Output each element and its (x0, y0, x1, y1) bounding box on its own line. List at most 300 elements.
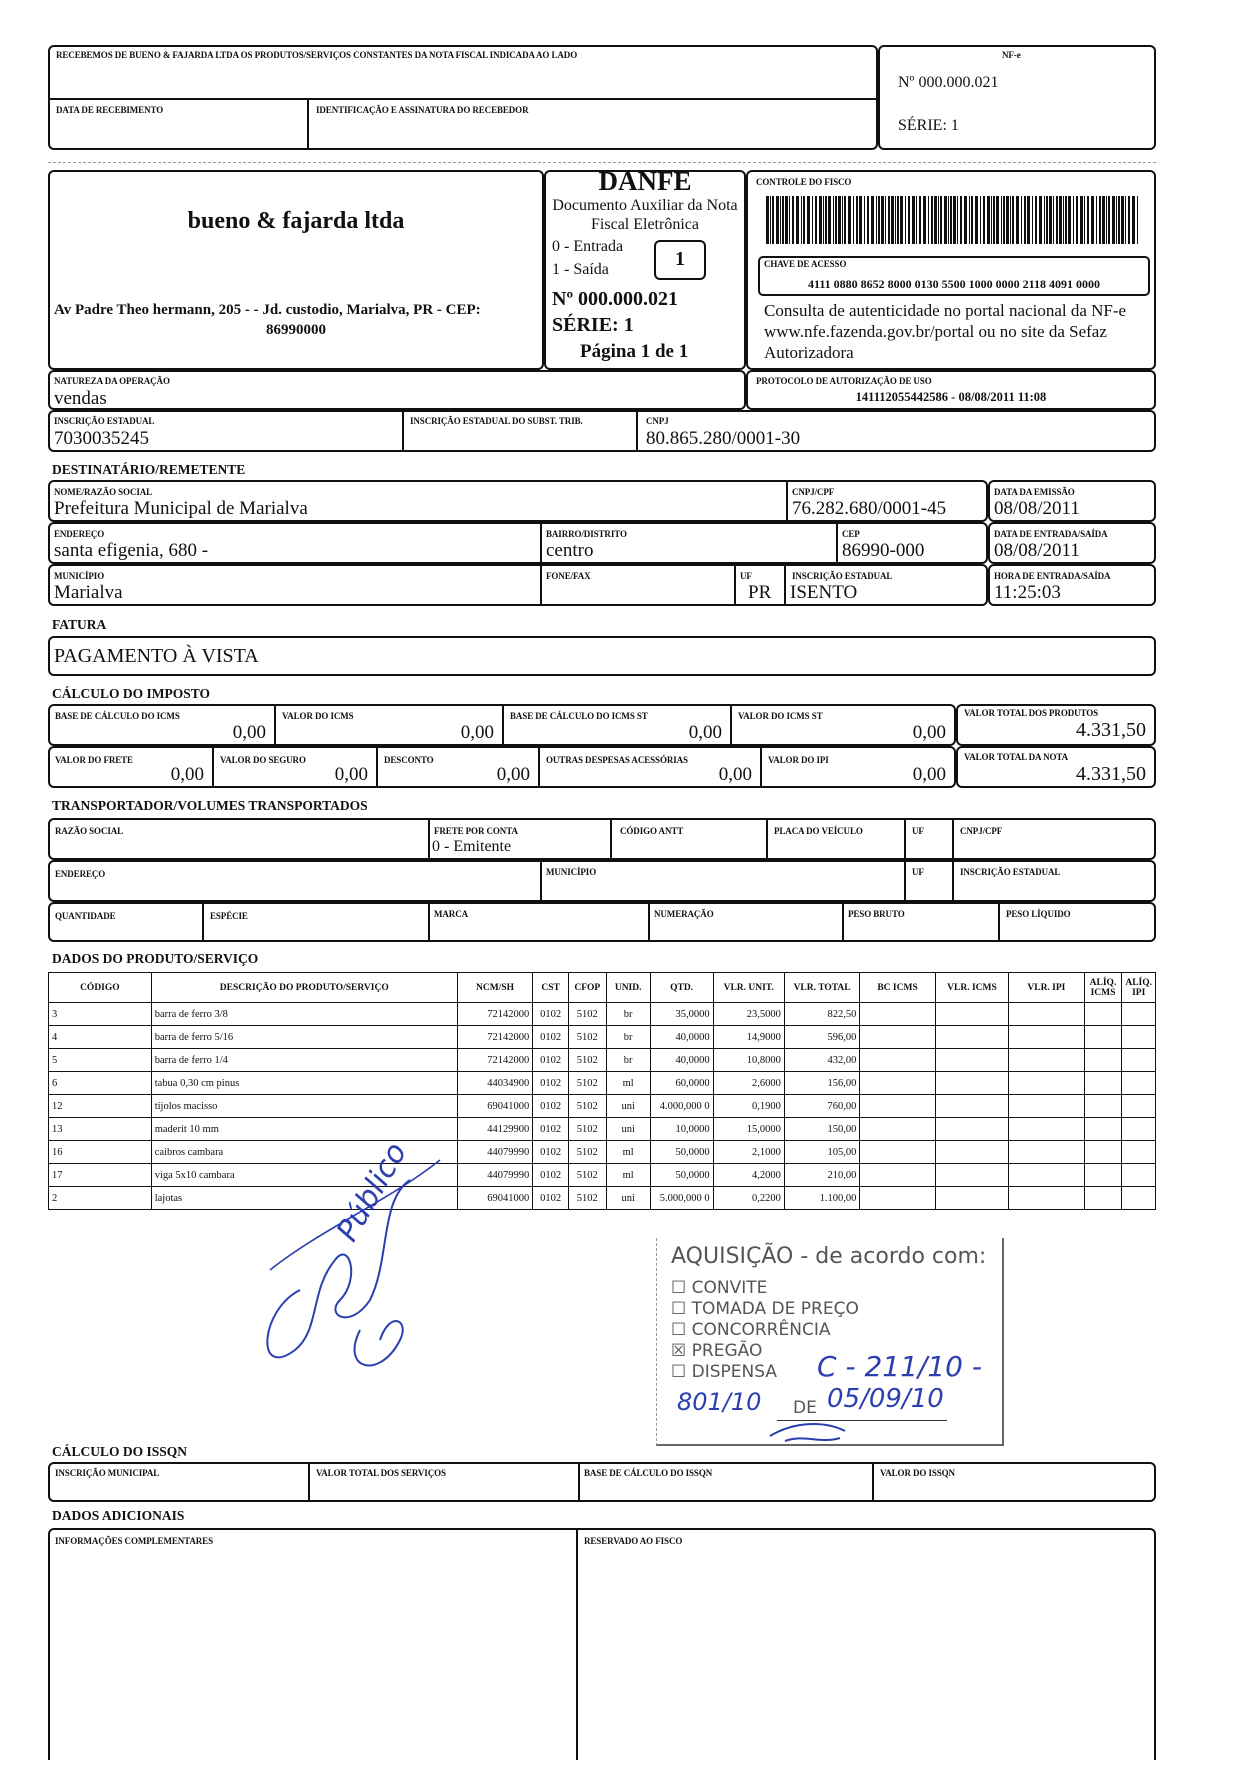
barcode-bar (1044, 196, 1045, 244)
barcode-bar (878, 196, 880, 244)
table-cell-empty (1122, 1049, 1156, 1072)
table-cell-empty (1084, 1026, 1122, 1049)
table-cell: 0102 (533, 1164, 569, 1187)
transp-especie-label: ESPÉCIE (210, 911, 248, 921)
table-cell: 1.100,00 (784, 1187, 859, 1210)
outras: 0,00 (718, 764, 752, 785)
stamp-data: 05/09/10 (827, 1384, 944, 1414)
table-cell: br (606, 1049, 650, 1072)
barcode-bar (789, 196, 790, 244)
barcode-bar (1012, 196, 1014, 244)
table-cell: 0102 (533, 1118, 569, 1141)
table-cell: 50,0000 (650, 1164, 713, 1187)
barcode-bar (1035, 196, 1037, 244)
issqn-valor-label: VALOR DO ISSQN (880, 1468, 955, 1478)
receipt-date-label: DATA DE RECEBIMENTO (56, 105, 164, 115)
transp-razao-label: RAZÃO SOCIAL (55, 826, 124, 836)
barcode-bar (1125, 196, 1126, 244)
barcode-bar (1137, 196, 1138, 244)
barcode-bar (1084, 196, 1085, 244)
emitente-box (48, 170, 544, 370)
fatura-section: FATURA (52, 617, 107, 632)
table-cell-empty (1009, 1187, 1084, 1210)
table-cell-empty (860, 1141, 935, 1164)
dest-emissao-label: DATA DA EMISSÃO (994, 487, 1075, 497)
table-cell: 72142000 (457, 1026, 532, 1049)
table-cell: tabua 0,30 cm pinus (151, 1072, 457, 1095)
products-col-header: VLR. TOTAL (784, 973, 859, 1003)
stamp-initials (765, 1416, 855, 1446)
barcode-bar (1121, 196, 1124, 244)
barcode-bar (876, 196, 877, 244)
products-header-row (49, 973, 1156, 1003)
table-cell-empty (935, 1003, 1008, 1026)
dest-hora-label: HORA DE ENTRADA/SAÍDA (994, 571, 1111, 581)
table-cell: 5102 (568, 1187, 606, 1210)
valor-st-label: VALOR DO ICMS ST (738, 711, 823, 721)
reservado-fisco-label: RESERVADO AO FISCO (584, 1536, 683, 1546)
barcode-bar (1096, 196, 1097, 244)
stamp-option-label: CONVITE (691, 1278, 768, 1298)
danfe-pagina: Página 1 de 1 (580, 341, 689, 362)
barcode-bar (931, 196, 933, 244)
table-cell: 16 (49, 1141, 152, 1164)
table-cell-empty (1122, 1164, 1156, 1187)
table-cell-empty (935, 1072, 1008, 1095)
transp-numeracao-label: NUMERAÇÃO (654, 909, 714, 919)
table-cell-empty (1122, 1026, 1156, 1049)
table-cell: barra de ferro 5/16 (151, 1026, 457, 1049)
danfe-saida: 1 - Saída (552, 261, 609, 278)
table-row (49, 1072, 1156, 1095)
table-cell: 44079990 (457, 1164, 532, 1187)
barcode-bar (867, 196, 869, 244)
dest-uf: PR (748, 582, 772, 603)
barcode-bar (856, 196, 858, 244)
stamp-option-label: DISPENSA (691, 1362, 777, 1382)
table-cell: 0,1900 (713, 1095, 784, 1118)
barcode-bar (842, 196, 843, 244)
barcode-bar (803, 196, 805, 244)
table-cell-empty (935, 1141, 1008, 1164)
barcode-bar (891, 196, 894, 244)
table-cell-empty (935, 1187, 1008, 1210)
transp-row3 (48, 902, 1156, 942)
table-cell-empty (1009, 1164, 1084, 1187)
dest-fone-label: FONE/FAX (546, 571, 591, 581)
transporte-section: TRANSPORTADOR/VOLUMES TRANSPORTADOS (52, 798, 368, 813)
table-cell: 5 (49, 1049, 152, 1072)
table-cell-empty (860, 1049, 935, 1072)
barcode-bar (957, 196, 958, 244)
transp-peso-liquido-label: PESO LÍQUIDO (1006, 909, 1071, 919)
table-cell: 72142000 (457, 1003, 532, 1026)
barcode-bar (770, 196, 771, 244)
issqn-section: CÁLCULO DO ISSQN (52, 1444, 188, 1459)
barcode-bar (940, 196, 942, 244)
products-col-header: ALÍQ. IPI (1122, 973, 1156, 1003)
dest-cep: 86990-000 (842, 540, 925, 561)
barcode-bar (948, 196, 949, 244)
ie-box (48, 410, 1156, 452)
table-cell: 35,0000 (650, 1003, 713, 1026)
table-cell: 69041000 (457, 1095, 532, 1118)
barcode-bar (1108, 196, 1110, 244)
table-cell: uni (606, 1118, 650, 1141)
transp-peso-bruto-label: PESO BRUTO (848, 909, 905, 919)
table-cell: 5102 (568, 1164, 606, 1187)
products-col-header: VLR. ICMS (935, 973, 1008, 1003)
table-cell: 5102 (568, 1003, 606, 1026)
barcode-bar (1118, 196, 1120, 244)
table-row (49, 1026, 1156, 1049)
ie-value: 7030035245 (54, 428, 149, 449)
barcode-bar (1003, 196, 1005, 244)
table-cell: 72142000 (457, 1049, 532, 1072)
table-cell: 760,00 (784, 1095, 859, 1118)
cut-line (48, 162, 1156, 163)
table-cell-empty (1122, 1187, 1156, 1210)
barcode-bar (996, 196, 999, 244)
barcode-bar (871, 196, 874, 244)
table-cell: 2,6000 (713, 1072, 784, 1095)
table-cell: br (606, 1026, 650, 1049)
transp-ie-label: INSCRIÇÃO ESTADUAL (960, 867, 1061, 877)
dest-hora: 11:25:03 (994, 582, 1061, 603)
signature-text: Público (330, 1136, 415, 1248)
stamp-numero: 801/10 (677, 1388, 762, 1416)
receipt-header: RECEBEMOS DE BUENO & FAJARDA LTDA OS PRODUTOS/SERVIÇOS CONSTANTES DA NOTA FISCAL INDICADA AO LADO (56, 50, 578, 60)
products-col-header: UNID. (606, 973, 650, 1003)
table-cell: 13 (49, 1118, 152, 1141)
base-st-label: BASE DE CÁLCULO DO ICMS ST (510, 711, 648, 721)
table-cell: 0102 (533, 1026, 569, 1049)
issqn-im-label: INSCRIÇÃO MUNICIPAL (55, 1468, 160, 1478)
products-col-header: QTD. (650, 973, 713, 1003)
desconto: 0,00 (496, 764, 530, 785)
barcode-bar (888, 196, 890, 244)
total-produtos: 4.331,50 (1076, 719, 1146, 741)
barcode-bar (815, 196, 817, 244)
barcode-bar (1132, 196, 1135, 244)
barcode-bar (1021, 196, 1022, 244)
barcode-bar (1039, 196, 1042, 244)
table-cell: 4 (49, 1026, 152, 1049)
barcode-bar (969, 196, 970, 244)
table-cell: 40,0000 (650, 1049, 713, 1072)
table-cell: 0102 (533, 1187, 569, 1210)
controle-fisco-label: CONTROLE DO FISCO (756, 177, 852, 187)
barcode-bar (900, 196, 903, 244)
table-row (49, 1141, 1156, 1164)
barcode-bar (912, 196, 915, 244)
transp-uf2-label: UF (912, 867, 924, 877)
barcode-bar (1006, 196, 1009, 244)
transp-endereco-label: ENDEREÇO (55, 869, 106, 879)
products-col-header: DESCRIÇÃO DO PRODUTO/SERVIÇO (151, 973, 457, 1003)
table-cell-empty (1009, 1118, 1084, 1141)
barcode-bar (853, 196, 854, 244)
table-cell: 5102 (568, 1026, 606, 1049)
table-cell-empty (1009, 1049, 1084, 1072)
table-cell-empty (935, 1164, 1008, 1187)
issqn-base-label: BASE DE CÁLCULO DO ISSQN (584, 1468, 713, 1478)
table-cell-empty (1122, 1118, 1156, 1141)
chave-label: CHAVE DE ACESSO (764, 259, 847, 269)
table-cell: 2,1000 (713, 1141, 784, 1164)
barcode-bar (908, 196, 910, 244)
table-cell-empty (1084, 1164, 1122, 1187)
seguro-label: VALOR DO SEGURO (220, 755, 306, 765)
barcode-bar (983, 196, 985, 244)
stamp-option-label: CONCORRÊNCIA (691, 1320, 831, 1340)
adicionais-box (48, 1528, 1156, 1760)
seguro: 0,00 (334, 764, 368, 785)
barcode-bar (944, 196, 947, 244)
dest-municipio: Marialva (54, 582, 123, 603)
table-row (49, 1003, 1156, 1026)
stamp-option (671, 1299, 859, 1319)
danfe-title: DANFE (598, 166, 692, 196)
barcode-bar (938, 196, 939, 244)
table-cell: barra de ferro 1/4 (151, 1049, 457, 1072)
barcode-bar (825, 196, 827, 244)
table-cell: 5102 (568, 1095, 606, 1118)
table-row (49, 1118, 1156, 1141)
table-cell: 50,0000 (650, 1141, 713, 1164)
barcode-bar (848, 196, 851, 244)
transp-row1 (48, 818, 1156, 860)
table-row (49, 1187, 1156, 1210)
dest-ie: ISENTO (790, 582, 858, 603)
transp-cnpj-label: CNPJ/CPF (960, 826, 1003, 836)
danfe-tipo: 1 (675, 248, 685, 270)
barcode-bar (835, 196, 837, 244)
table-cell: 822,50 (784, 1003, 859, 1026)
barcode-bar (776, 196, 779, 244)
barcode-bar (807, 196, 810, 244)
table-cell-empty (860, 1118, 935, 1141)
frete-label: VALOR DO FRETE (55, 755, 133, 765)
table-cell-empty (935, 1095, 1008, 1118)
table-cell-empty (860, 1026, 935, 1049)
barcode-bar (916, 196, 917, 244)
table-cell-empty (1084, 1187, 1122, 1210)
dest-cnpj-label: CNPJ/CPF (792, 487, 835, 497)
receipt-serie: SÉRIE: 1 (898, 117, 959, 134)
table-cell: 2 (49, 1187, 152, 1210)
dest-municipio-label: MUNICÍPIO (54, 571, 105, 581)
checkbox-icon: ☐ (671, 1299, 692, 1319)
produtos-section: DADOS DO PRODUTO/SERVIÇO (52, 951, 259, 966)
table-cell: 0102 (533, 1049, 569, 1072)
table-cell-empty (1084, 1003, 1122, 1026)
total-nota: 4.331,50 (1076, 763, 1146, 785)
barcode-bar (1091, 196, 1094, 244)
barcode-bar (1065, 196, 1067, 244)
stamp-option (671, 1362, 777, 1382)
table-cell-empty (935, 1118, 1008, 1141)
barcode-bar (844, 196, 846, 244)
table-cell: 3 (49, 1003, 152, 1026)
barcode-bar (819, 196, 822, 244)
receipt-nfe-label: NF-e (1002, 50, 1021, 60)
danfe-serie: SÉRIE: 1 (552, 314, 634, 336)
barcode-bar (905, 196, 906, 244)
dest-endereco-label: ENDEREÇO (54, 529, 105, 539)
dest-cep-label: CEP (842, 529, 860, 539)
table-cell: uni (606, 1187, 650, 1210)
natureza-value: vendas (54, 388, 107, 409)
table-cell: 0102 (533, 1141, 569, 1164)
total-nota-label: VALOR TOTAL DA NOTA (964, 752, 1069, 762)
barcode-bar (971, 196, 973, 244)
dest-entrada: 08/08/2011 (994, 540, 1080, 561)
transp-frete-label: FRETE POR CONTA (434, 826, 518, 836)
products-col-header: NCM/SH (457, 973, 532, 1003)
ie-st-label: INSCRIÇÃO ESTADUAL DO SUBST. TRIB. (410, 416, 583, 426)
barcode-bar (1076, 196, 1078, 244)
barcode-bar (1056, 196, 1058, 244)
base-icms-label: BASE DE CÁLCULO DO ICMS (55, 711, 180, 721)
table-cell-empty (860, 1187, 935, 1210)
table-cell: 0102 (533, 1095, 569, 1118)
barcode-bar (1102, 196, 1105, 244)
table-cell: 4.000,000 0 (650, 1095, 713, 1118)
table-cell: 44079990 (457, 1141, 532, 1164)
emitente-cep: 86990000 (266, 322, 326, 338)
table-cell: uni (606, 1095, 650, 1118)
dest-endereco: santa efigenia, 680 - (54, 540, 209, 561)
transp-antt-label: CÓDIGO ANTT (620, 826, 684, 836)
barcode-bar (772, 196, 774, 244)
barcode-bar (885, 196, 886, 244)
protocolo-label: PROTOCOLO DE AUTORIZAÇÃO DE USO (756, 376, 932, 386)
cnpj-value: 80.865.280/0001-30 (646, 428, 801, 449)
barcode-bar (1073, 196, 1074, 244)
barcode-bar (950, 196, 952, 244)
transp-marca-label: MARCA (434, 909, 468, 919)
table-row (49, 1095, 1156, 1118)
table-cell: barra de ferro 3/8 (151, 1003, 457, 1026)
table-cell: 5102 (568, 1141, 606, 1164)
table-cell-empty (1084, 1095, 1122, 1118)
products-col-header: BC ICMS (860, 973, 935, 1003)
barcode-bar (1087, 196, 1089, 244)
stamp-title: AQUISIÇÃO - de acordo com: (671, 1244, 987, 1269)
danfe-numero: Nº 000.000.021 (552, 288, 679, 310)
table-cell-empty (860, 1003, 935, 1026)
table-cell-empty (1084, 1072, 1122, 1095)
table-cell: 14,9000 (713, 1026, 784, 1049)
table-cell: 432,00 (784, 1049, 859, 1072)
imposto-section: CÁLCULO DO IMPOSTO (52, 686, 211, 701)
valor-st: 0,00 (912, 722, 946, 743)
barcode-bar (812, 196, 813, 244)
barcode-bar (828, 196, 831, 244)
table-cell-empty (860, 1164, 935, 1187)
table-cell-empty (1009, 1141, 1084, 1164)
products-table (48, 972, 1156, 1210)
emitente-endereco: Av Padre Theo hermann, 205 - - Jd. custodio, Marialva, PR - CEP: (54, 302, 481, 318)
barcode (766, 196, 1142, 244)
barcode-bar (766, 196, 769, 244)
ipi: 0,00 (912, 764, 946, 785)
table-cell: ml (606, 1164, 650, 1187)
outras-label: OUTRAS DESPESAS ACESSÓRIAS (546, 755, 688, 765)
table-cell: 210,00 (784, 1164, 859, 1187)
barcode-bar (964, 196, 967, 244)
checkbox-icon: ☐ (671, 1362, 692, 1382)
table-cell: ml (606, 1072, 650, 1095)
adicionais-section: DADOS ADICIONAIS (52, 1508, 185, 1523)
barcode-bar (895, 196, 896, 244)
stamp-de: DE (793, 1398, 817, 1418)
desconto-label: DESCONTO (384, 755, 434, 765)
table-cell: tijolos macisso (151, 1095, 457, 1118)
stamp-pregao-num: C - 211/10 - (817, 1350, 982, 1383)
barcode-bar (823, 196, 824, 244)
protocolo-value: 141112055442586 - 08/08/2011 11:08 (855, 390, 1047, 404)
barcode-bar (1027, 196, 1030, 244)
table-cell-empty (1122, 1095, 1156, 1118)
table-cell: 5102 (568, 1072, 606, 1095)
fatura-text: PAGAMENTO À VISTA (54, 645, 259, 667)
valor-icms: 0,00 (460, 722, 494, 743)
emitente-nome: bueno & fajarda ltda (187, 208, 405, 234)
transp-municipio-label: MUNICÍPIO (546, 867, 597, 877)
transp-frete: 0 - Emitente (432, 838, 512, 855)
barcode-bar (833, 196, 834, 244)
barcode-bar (953, 196, 956, 244)
barcode-bar (975, 196, 978, 244)
barcode-bar (897, 196, 899, 244)
receipt-numero: Nº 000.000.021 (898, 74, 999, 91)
dest-cnpj: 76.282.680/0001-45 (792, 498, 947, 519)
barcode-bar (1053, 196, 1054, 244)
barcode-bar (919, 196, 921, 244)
issqn-servicos-label: VALOR TOTAL DOS SERVIÇOS (316, 1468, 446, 1478)
table-cell: 60,0000 (650, 1072, 713, 1095)
dest-entrada-label: DATA DE ENTRADA/SAÍDA (994, 529, 1108, 539)
valor-icms-label: VALOR DO ICMS (282, 711, 354, 721)
barcode-bar (1106, 196, 1107, 244)
barcode-bar (1128, 196, 1130, 244)
barcode-bar (923, 196, 926, 244)
table-cell-empty (1122, 1141, 1156, 1164)
base-st: 0,00 (688, 722, 722, 743)
table-row (49, 1049, 1156, 1072)
barcode-bar (864, 196, 865, 244)
barcode-bar (934, 196, 937, 244)
chave-acesso: 4111 0880 8652 8000 0130 5500 1000 0000 2118 4091 0000 (807, 277, 1100, 291)
barcode-bar (782, 196, 784, 244)
barcode-bar (796, 196, 799, 244)
products-col-header: CST (533, 973, 569, 1003)
barcode-bar (980, 196, 981, 244)
table-cell: 12 (49, 1095, 152, 1118)
table-cell: lajotas (151, 1187, 457, 1210)
table-cell: 23,5000 (713, 1003, 784, 1026)
table-cell: 44034900 (457, 1072, 532, 1095)
aquisicao-stamp (656, 1238, 1004, 1446)
info-complementar-label: INFORMAÇÕES COMPLEMENTARES (55, 1536, 213, 1546)
table-cell: 44129900 (457, 1118, 532, 1141)
barcode-bar (1049, 196, 1052, 244)
table-cell: 0,2200 (713, 1187, 784, 1210)
table-cell: 69041000 (457, 1187, 532, 1210)
transp-uf-label: UF (912, 826, 924, 836)
